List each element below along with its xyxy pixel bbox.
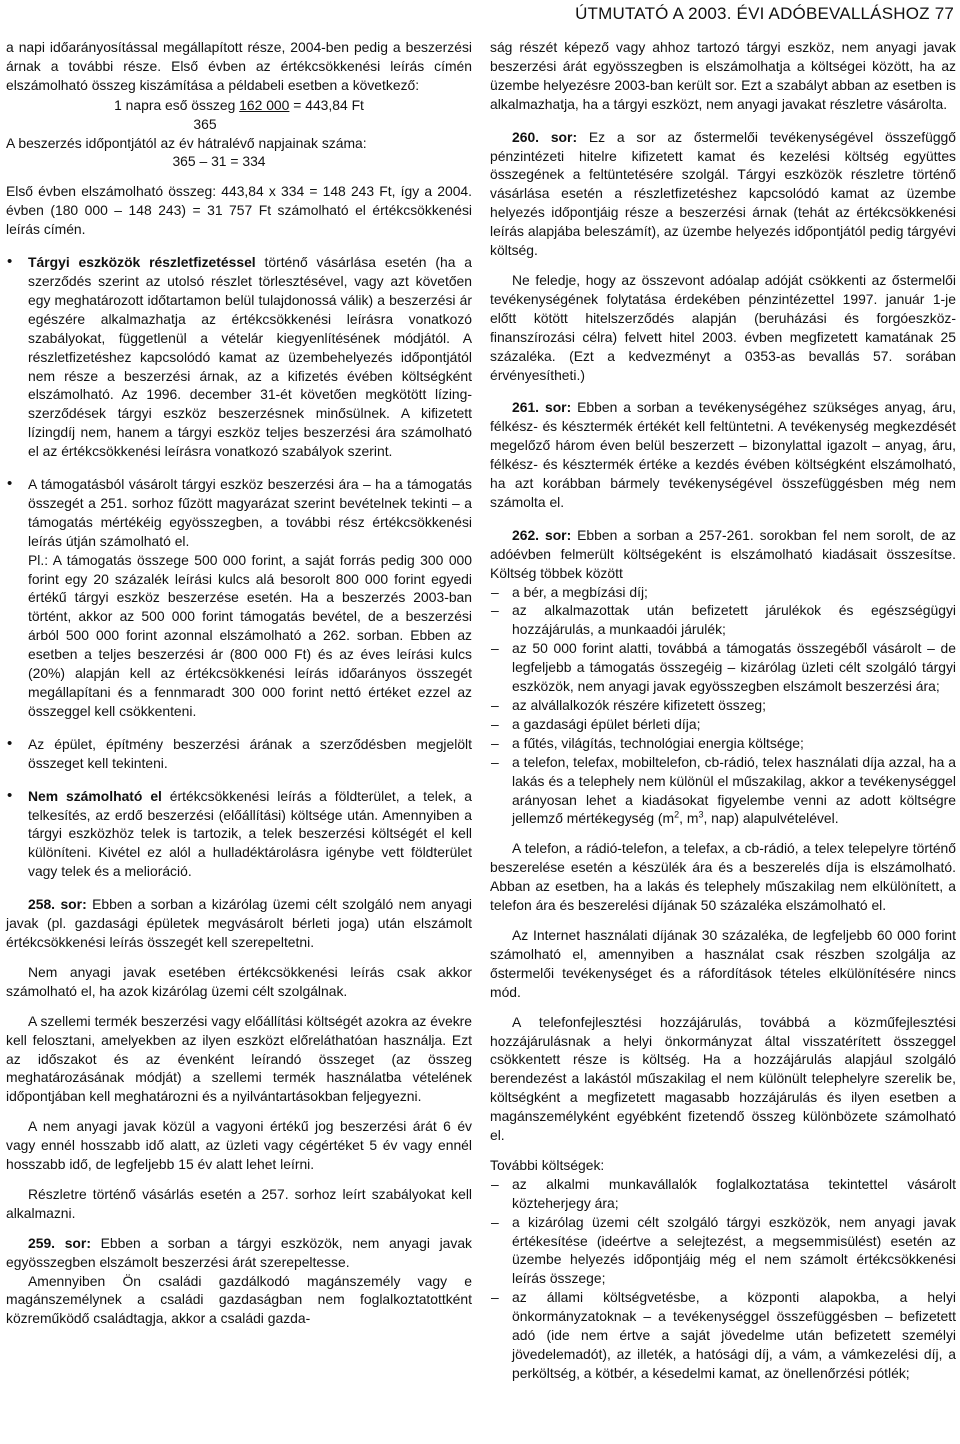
further-cost-list [490, 1175, 956, 1383]
paragraph: A nem anyagi javak közül a vagyoni értékű jog beszerzési árát 6 év vagy ennél hosszabb idő alatt, az üzleti vagy cégértéket 5 év vagy ennél hosszabb idő, de legfeljebb 15 év alatt lehet leírni. [6, 1118, 472, 1173]
example-paragraph: Pl.: A támogatás összege 500 000 forint, a saját forrás pedig 300 000 forint egy 20 százalék leírási kulcs alá besorolt 800 000 forint egyedi értékű tárgyi eszköz beszerzése esetén. Ha a beszerzés 2003-ban történt, akkor az 500 000 forint támogatás bevétel, de a beszerzési árból 500 000 forint azonnal elszámolható a 262. sorban. Ebben az esetben a teljes beszerzési ár (800 000 Ft) és az éves leírási kulcs (20%) alapján kell az értékcsökkenési leírás időarányos összegét megállapítani és a fennmaradt 300 000 forint nettó értéket ezzel az összeggel kell csökkenteni. [28, 551, 472, 719]
paragraph: Részletre történő vásárlás esetén a 257. sorhoz leírt szabályokat kell alkalmazni. [6, 1185, 472, 1221]
paragraph: A szellemi termék beszerzési vagy előállítási költségét azokra az évekre kell felosztani, amelyekben az ilyen eszközt előreláthatóan használja. Ezt az időszakot és az évenként leírandó összeget (az összeg meghatározásának módját) a szellemi termék használatba vételének időpontjában kell meghatározni és a nyilvántartásokban feljegyezni. [6, 1012, 472, 1105]
section-262: 262. sor: Ebben a sorban a 257-261. sorokban fel nem sorolt, de az adóévben felmerült költségeként is elszámolható kiadásait összesítse. Költség többek között [490, 526, 956, 581]
bullet-item: • Nem számolható el értékcsökkenési leírás a földterület, a telek, a telkesítés, az erdő beszerzési (előállítási) költsége után. Amennyiben a tárgyi eszközhöz telek is tartozik, a telek beszerzési költségét el kell különíteni. Kivétel ez alól a hulladéktárolásra igénybe vett földterület vagy telek és a melioráció. [6, 787, 472, 882]
paragraph: A beszerzés időpontjától az év hátralévő napjainak száma: [6, 134, 367, 151]
header-title: ÚTMUTATÓ A 2003. ÉVI ADÓBEVALLÁSHOZ [575, 4, 930, 23]
section-259: 259. sor: Ebben a sorban a tárgyi eszközök, nem anyagi javak egyösszegben elszámolt beszerzési árát szerepeltesse. [6, 1234, 473, 1270]
list-item: – az alkalmi munkavállalók foglalkoztatása tekintettel vásárolt közteherjegy ára; [490, 1175, 956, 1213]
paragraph: ság részét képező vagy ahhoz tartozó tárgyi eszköz, nem anyagi javak beszerzési árát egyösszegben is elszámolhatja a költségei között, ha az üzembe helyezésre 2003-ban került sor. Ezt a szabályt abban az esetben is alkalmazhatja, ha a tárgyi eszközt, nem anyagi javakat részletre vásárolta. [490, 39, 956, 112]
right-column [490, 38, 956, 1383]
paragraph: Amennyiben Ön családi gazdálkodó magánszemély vagy e magánszemélynek a családi gazdaságban nem foglalkoztatottként közreműködő családtagja, akkor a családi gazda- [6, 1272, 472, 1327]
list-item: – a fűtés, világítás, technológiai energia költsége; [490, 734, 956, 753]
cost-list [490, 583, 956, 829]
running-header [575, 4, 954, 24]
formula-daily-amount: 1 napra eső összeg 162 000 = 443,84 Ft [114, 96, 364, 113]
paragraph: További költségek: [490, 1156, 605, 1173]
paragraph: A telefon, a rádió-telefon, a telefax, a cb-rádió, a telex telepelyre történő beszerelése esetén a készülék ára és a beszerelés díja is elszámolható. Abban az esetben, ha a lakás és telephely műszakilag nem elkülönített, a telefon ára és beszerelési díjának 50 százaléka elszámolható el. [490, 840, 956, 914]
paragraph: Az Internet használati díjának 30 százaléka, de legfeljebb 60 000 forint számolható el, amennyiben a használat csak részben szolgálja az őstermelői tevékenységet és a ráfordítások tételes elkülönítésére nincs mód. [490, 926, 956, 1000]
list-item: – az alvállalkozók részére kifizetett összeg; [490, 696, 956, 715]
section-258: 258. sor: Ebben a sorban a kizárólag üzemi célt szolgáló nem anyagi javak (pl. gazdasági épületek megvásárolt bérleti joga) után elszámolt értékcsökkenési leírás összegét kell szerepeltetni. [6, 896, 473, 950]
bullet-item: • A támogatásból vásárolt tárgyi eszköz beszerzési ára – ha a támogatás összegét a 251. sorhoz fűzött magyarázat szerint bevételnek tekinti – a támogatás mértékéig egyösszegben, a további rész értékcsökkenési leírás útján számolható el. [6, 475, 472, 551]
left-column [6, 38, 472, 1328]
paragraph: A telefonfejlesztési hozzájárulás, továbbá a közműfejlesztési hozzájárulásnak a helyi önkormányzat által visszatérített összeggel csökkentett része is költség. Ha a hozzájárulás alapjául szolgáló berendezést a lakástól műszakilag el nem különült telephelyre szerelik be, költségként a megfizetett magasabb hozzájárulás és ilyen esetben a magánszemélyként egyébként fizetendő összeg különbözete számolható el. [490, 1013, 956, 1144]
bullet-item: • Az épület, építmény beszerzési árának a szerződésben megjelölt összeget kell tekinteni. [6, 735, 472, 773]
bold-lead: Nem számolható el [28, 787, 162, 804]
bullet-item: • Tárgyi eszközök részletfizetéssel történő vásárlása esetén (ha a szerződés szerint az utolsó részlet törlesztésével, vagy azt követően egy meghatározott időtartamon belül tulajdonossá válik) a beszerzési ár egészére alkalmazhatja az értékcsökkenési leírásra vonatkozó szabályokat, függetlenül a vételár kiegyenlítésének módjától. A részletfizetéshez kapcsolódó kamat az üzembehelyezés időpontjától nem része a beszerzési árnak, az a kifizetés évében költségként elszámolható. Az 1996. december 31-ét követően megkötött lízing-szerződések tárgyi eszköz beszerzésnek minősülnek. A kifizetett lízingdíj nem, hanem a tárgyi eszköz teljes beszerzési ára számolható el az értékcsökkenési leírásra vonatkozó szabályok szerint. [6, 253, 472, 461]
list-item: – az alkalmazottak után befizetett járulékok és egészségügyi hozzájárulás, a munkaadói járulék; [490, 601, 956, 639]
list-item: – az 50 000 forint alatti, továbbá a támogatás összegéből vásárolt – de legfeljebb a támogatás összegéig – kizárólag üzleti célt szolgáló tárgyi eszközök, nem anyagi javak egyösszegben elszámolt beszerzési ára; [490, 639, 956, 696]
paragraph: a napi időarányosítással megállapított része, 2004-ben pedig a beszerzési árnak a további része. Első évben az értékcsökkenési leírás címén elszámolható összeg kiszámítása a példabeli esetben a következő: [6, 39, 472, 93]
paragraph: Nem anyagi javak esetében értékcsökkenési leírás csak akkor számolható el, ha azok kizárólag üzemi célt szolgálnak. [6, 963, 472, 999]
list-item: – a kizárólag üzemi célt szolgáló tárgyi eszközök, nem anyagi javak értékesítése (ideértve a selejtezést, a megsemmisülést) esetén az üzembe helyezés időpontjáig még el nem számolt értékcsökkenési leírás összege; [490, 1213, 956, 1289]
bold-lead: Tárgyi eszközök részletfizetéssel [28, 254, 256, 271]
formula-numerator: 162 000 [239, 96, 290, 113]
list-item: – a gazdasági épület bérleti díja; [490, 715, 956, 734]
list-item: – a telefon, telefax, mobiltelefon, cb-rádió, telex használati díja azzal, ha a lakás és a telephely nem különül el műszakilag, akkor a tevékenységgel arányosan lehet a kiadásokat figyelembe venni az adott költségre jellemző mértékegység ($m^2$, $m^3$, nap) alapulvételével. [490, 753, 956, 829]
section-260: 260. sor: Ez a sor az őstermelői tevékenységével összefüggő pénzintézeti hitelre kifizetett kamat és kezelési költség együttes összegének a feltüntetésére szolgál. Tárgyi eszközök részletre történő vásárlása esetén a részletfizetéshez kapcsolódó kamat az üzembe helyezés időpontjáig része a beszerzési árnak (tehát az értékcsökkenési leírás alapjába beleszámít), az üzembe helyezés időpontjától pedig tárgyévi költség. [490, 128, 957, 259]
formula-denominator: 365 [193, 115, 217, 132]
paragraph: Első évben elszámolható összeg: 443,84 x 334 = 148 243 Ft, így a 2004. évben (180 000 – 148 243) = 31 757 Ft számolható el értékcsökkenési leírás címén. [6, 183, 472, 238]
paragraph: Ne feledje, hogy az összevont adóalap adóját csökkenti az őstermelői tevékenységének folytatása érdekében pénzintézettel 1997. január 1-je előtt kötött hitelszerződés alapján (beruházási és forgóeszköz-finanszírozási célra) felvett hitel 2003. évben megfizetett kamatának 25 százaléka. (Ezt a kedvezményt a 0353-as bevallás 57. sorában érvényesítheti.) [490, 271, 956, 383]
list-item: – a bér, a megbízási díj; [490, 583, 956, 602]
section-261: 261. sor: Ebben a sorban a tevékenységéhez szükséges anyag, áru, félkész- és késztermék értékét kell feltüntetni. A tevékenység megkezdését megelőző három éven belül beszerzett – bizonylattal igazolt – anyag, áru, félkész- és késztermék értéke a kezdés évében költségként elszámolható, ha azt korábban bármely tevékenységével összefüggésben még nem számolta el. [490, 399, 956, 510]
list-item: – az állami költségvetésbe, a központi alapokba, a helyi önkormányzatoknak – a tevékenységgel összefüggésben – befizetett adó (ide nem értve a saját jövedelme után befizetett személyi jövedelemadót), az illeték, a hatósági díj, a vám, a vámkezelési díj, a perköltség, a kötbér, a késedelmi kamat, az önellenőrzési pótlék; [490, 1288, 956, 1383]
formula-remaining-days: 365 – 31 = 334 [172, 153, 266, 170]
page-number: 77 [934, 4, 954, 23]
